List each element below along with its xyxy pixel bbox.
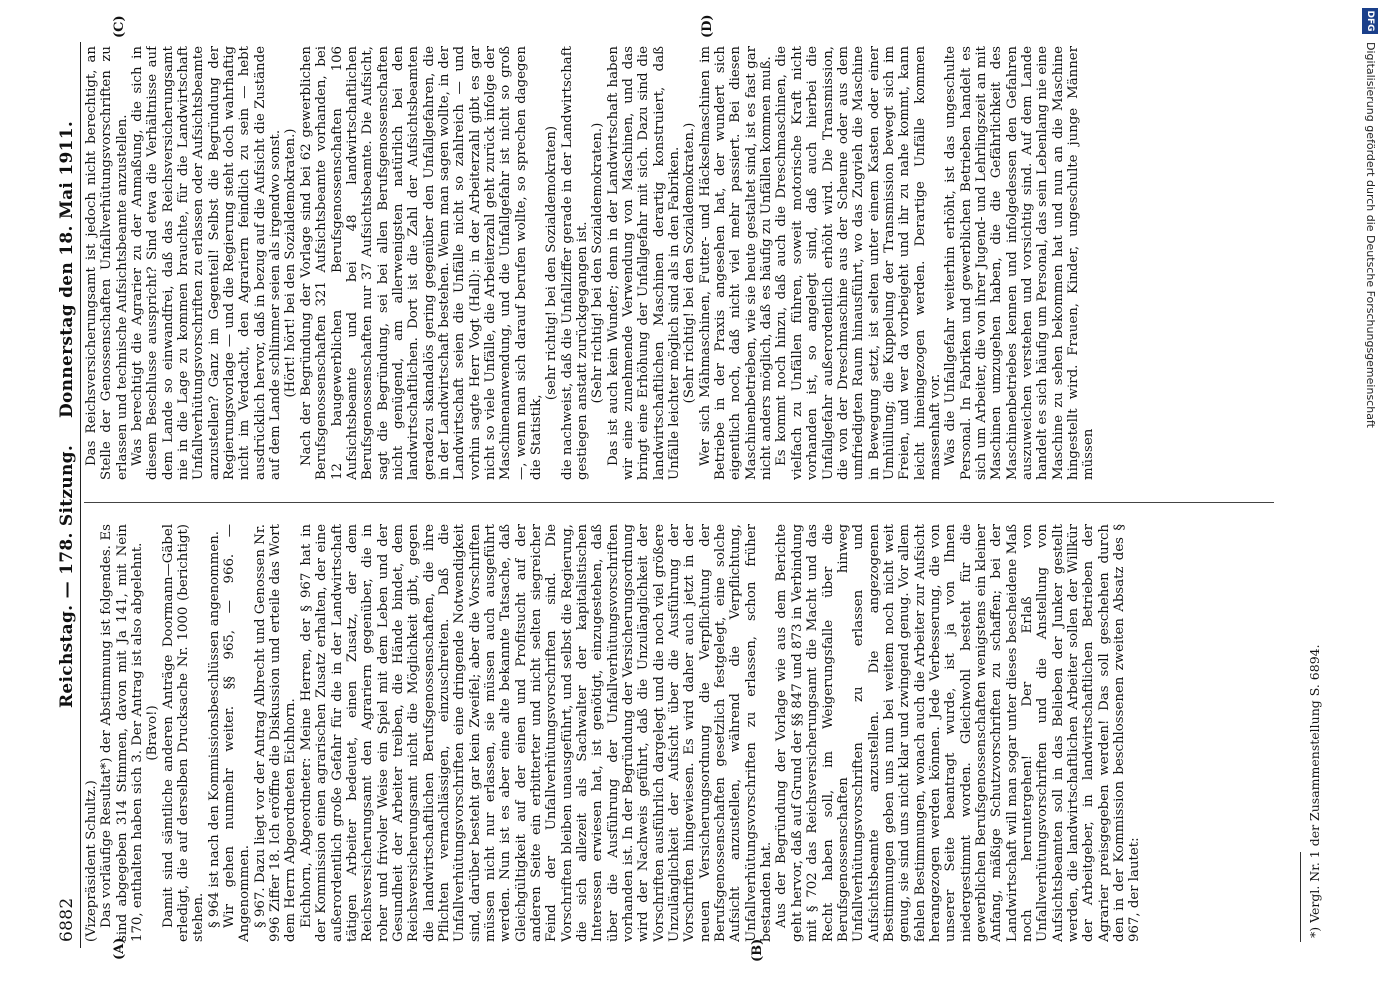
paragraph: Es kommt noch hinzu, daß auch die Dreschmaschinen, die vielfach zu Unfällen führen, soweit motorische Kraft nicht vorhanden ist, so angelegt sind, daß auch hierbei die Unfallgefahr außerordentlich erhöht wird. Die Transmission, die von der Dreschmaschine aus der Scheune oder aus dem umfriedigten Raum hinausführt, wo das Zugvieh die Maschine in Bewegung setzt, ist selten unter einem Kasten oder einer Umhüllung; die Kuppelung der Transmission bewegt sich im Freien, und wer da vorbeigeht und ihr zu nahe kommt, kann leicht hineingezogen werden. Derartige Unfälle kommen massenhaft vor. bbox=[774, 46, 943, 480]
interjection: (Hört! hört! bei den Sozialdemokraten.) bbox=[283, 128, 299, 398]
interjection: (Bravo!) bbox=[145, 705, 161, 761]
paragraph: § 964 ist nach den Kommissionsbeschlüssen angenommen. bbox=[206, 530, 222, 928]
interjection: (sehr richtig! bei den Sozialdemokraten) bbox=[544, 125, 560, 401]
margin-marker-d: (D) bbox=[700, 14, 715, 38]
interjection: (Sehr richtig! bei den Sozialdemokraten.) bbox=[590, 122, 606, 404]
paragraph: Das vorläufige Resultat*) der Abstimmung ist folgendes. Es sind abgegeben 314 Stimmen, davon mit Ja 141, mit Nein 170, enthalten haben sich 3. Der Antrag ist also abgelehnt. bbox=[99, 524, 146, 942]
paragraph: Aus der Begründung der Vorlage wie aus dem Berichte geht hervor, daß auf Grund der §§ 847 und 873 in Verbindung mit § 702 das Reichsversicherungsamt die Macht und das Recht haben soll, im Weigerungsfalle über die Berufsgenossenschaften hinweg Unfallverhütungsvorschriften zu erlassen und Aufsichtsbeamte anzustellen. Die angezogenen Bestimmungen geben uns nun bei weitem noch nicht weit genug, sie sind uns nicht klar und zwingend genug. Vor allem fehlen Bestimmungen, wonach auch die Arbeiter zur Aufsicht herangezogen werden können. Jede Verbesserung, die von unserer Seite beantragt wurde, ist ja von Ihnen niedergestimmt worden. Gleichwohl besteht für die gewerblichen Berufsgenossenschaften wenigstens ein kleiner Anfang, mäßige Schutzvorschriften zu schaffen; bei der Landwirtschaft will man sogar unter dieses bescheidene Maß noch heruntergehen! Der Erlaß von Unfallverhütungsvorschriften und die Anstellung von Aufsichtsbeamten soll in das Belieben der Junker gestellt werden, die landwirtschaftlichen Arbeiter sollen der Willkür der Arbeitgeber, in landwirtschaftlichen Betrieben der Agrarier preisgegeben werden! Das soll geschehen durch den in der Kommission beschlossenen zweiten Absatz des § 967, der lautet: bbox=[774, 524, 1143, 942]
right-column bbox=[84, 46, 1289, 480]
page-header bbox=[57, 42, 79, 948]
paragraph: (Vizepräsident Schultz.) bbox=[84, 780, 99, 942]
footnote: *) Vergl. Nr. 1 der Zusammenstellung S. 6894. bbox=[1307, 644, 1322, 938]
paragraph: Das ist auch kein Wunder; denn in der Landwirtschaft haben wir eine zunehmende Verwendung von Maschinen, und das bringt eine Erhöhung der Unfallgefahr mit sich. Dazu sind die landwirtschaftlichen Maschinen derartig konstruiert, daß Unfälle leichter möglich sind als in den Fabriken. bbox=[605, 46, 683, 480]
paragraph: Eichhorn, Abgeordneter: Meine Herren, der § 967 hat in der Kommission einen agrarischen Zusatz erhalten, der eine außerordentlich große Gefahr für die in der Landwirtschaft tätigen Arbeiter bedeutet, einen Zusatz, der dem Reichsversicherungsamt den Agrariern gegenüber, die in roher und frivoler Weise ein Spiel mit dem Leben und der Gesundheit der Arbeiter treiben, die Hände bindet, dem Reichsversicherungsamt nicht die Möglichkeit gibt, gegen die landwirtschaftlichen Berufsgenossenschaften, die ihre Pflichten vernachlässigen, einzuschreiten. Daß die Unfallverhütungsvorschriften eine dringende Notwendigkeit sind, darüber besteht gar kein Zweifel; aber die Vorschriften müssen nicht nur erlassen, sie müssen auch ausgeführt werden. Nun ist es aber eine alte bekannte Tatsache, daß Gleichgültigkeit auf der einen und Profitsucht auf der anderen Seite ein erbitterter und nicht selten siegreicher Feind der Unfallverhütungsvorschriften sind. Die Vorschriften bleiben unausgeführt, und selbst die Regierung, die sich allezeit als Sachwalter der kapitalistischen Interessen erwiesen hat, ist genötigt, einzugestehen, daß über die Ausführung der Unfallverhütungsvorschriften vorhanden ist. In der Begründung der Versicherungsordnung wird der Nachweis geführt, daß die Unzulänglichkeit der Vorschriften ausführlich dargelegt und die noch viel größere Unzulänglichkeit der Aufsicht über die Ausführung der Vorschriften hingewiesen. Es wird daher auch jetzt in der neuen Versicherungsordnung die Verpflichtung der Berufsgenossenschaften gesetzlich festgelegt, eine solche Aufsicht anzustellen, während die Verpflichtung, Unfallverhütungsvorschriften zu erlassen, schon früher bestanden hat. bbox=[298, 524, 775, 942]
digitization-credit bbox=[1360, 8, 1380, 993]
column-divider bbox=[84, 502, 1274, 503]
header-left-title: Reichstag. — 178. Sitzung. bbox=[57, 444, 77, 708]
paragraph: Damit sind sämtliche anderen Anträge Doormann—Gäbel erledigt, die auf derselben Drucksache Nr. 1000 (berichtigt) stehen. bbox=[160, 524, 207, 942]
margin-marker-a: (A) bbox=[112, 937, 127, 960]
page-number: 6882 bbox=[57, 897, 77, 942]
paragraph: Wir gehen nunmehr weiter. §§ 965, — 966. — Angenommen. bbox=[222, 524, 253, 942]
paragraph: § 967. Dazu liegt vor der Antrag Albrecht und Genossen Nr. 996 Ziffer 18. Ich eröffne die Diskussion und erteile das Wort dem Herrn Abgeordneten Eichhorn. bbox=[252, 524, 299, 942]
interjection: (Sehr richtig! bei den Sozialdemokraten.) bbox=[682, 122, 698, 404]
paragraph: die nachweist, daß die Unfallziffer gerade in der Landwirtschaft gestiegen anstatt zurückgegangen ist. bbox=[559, 46, 590, 480]
margin-marker-b: (B) bbox=[750, 938, 765, 962]
paragraph: Nach der Begründung der Vorlage sind bei 62 gewerblichen Berufsgenossenschaften 321 Aufsichtsbeamte vorhanden, bei 12 baugewerblichen Berufsgenossenschaften 106 Aufsichtsbeamte und bei 48 landwirtschaftlichen Berufsgenossenschaften nur 37 Aufsichtsbeamte. Die Aufsicht, sagt die Begründung, sei bei allen Berufsgenossenschaften nicht genügend, am allerwenigsten natürlich bei den landwirtschaftlichen. Dort ist die Zahl der Aufsichtsbeamten geradezu skandalös gering gegenüber den Unfallgefahren, die in der Landwirtschaft bestehen. Wenn man sagen wollte, in der Landwirtschaft seien die Unfälle nicht so zahlreich — und vorhin sagte Herr Vogt (Hall): in der Arbeiterzahl gibt es gar nicht so viele Unfälle, die Arbeiterzahl geht zurück infolge der Maschinenanwendung, und die Unfallgefahr ist nicht so groß —, wenn man sich darauf berufen wollte, so sprechen dagegen die Statistik, bbox=[298, 46, 544, 480]
paragraph: Was berechtigt die Agrarier zu der Anmaßung, die sich in diesem Beschlusse ausspricht? Sind etwa die Verhältnisse auf dem Lande so einwandfrei, daß das Reichsversicherungsamt nie in die Lage zu kommen brauchte, für die Landwirtschaft Unfallverhütungsvorschriften zu erlassen oder Aufsichtsbeamte anzustellen? Ganz im Gegenteil! Selbst die Begründung der Regierungsvorlage — und die Regierung steht doch wahrhaftig nicht im Verdacht, den Agrariern feindlich zu sein — hebt ausdrücklich hervor, daß in bezug auf die Aufsicht die Zustände auf dem Lande schlimmer seien als irgendwo sonst. bbox=[130, 46, 284, 480]
dfg-logo-icon: DFG bbox=[1362, 8, 1378, 34]
footnote-rule bbox=[1300, 852, 1301, 942]
left-column bbox=[84, 524, 1289, 942]
digitization-credit-text: Digitalisierung gefördert durch die Deutsche Forschungsgemeinschaft bbox=[1364, 42, 1377, 428]
paragraph: Wer sich Mähmaschinen, Futter- und Häckselmaschinen im Betriebe in der Praxis angesehen hat, der wundert sich eigentlich noch, daß nicht viel mehr passiert. Bei diesen Maschinenbetrieben, wie sie heute gestaltet sind, ist es fast gar nicht anders möglich, daß es häufig zu Unfällen kommen muß. bbox=[697, 46, 775, 480]
paragraph: Das Reichsversicherungsamt ist jedoch nicht berechtigt, an Stelle der Genossenschaften Unfallverhütungsvorschriften zu erlassen und technische Aufsichtsbeamte anzustellen. bbox=[84, 46, 130, 480]
header-right-title: Donnerstag den 18. Mai 1911. bbox=[57, 120, 77, 418]
margin-marker-c: (C) bbox=[112, 15, 127, 38]
paragraph: Was die Unfallgefahr weiterhin erhöht, ist das ungeschulte Personal. In Fabriken und gewerblichen Betrieben handelt es sich um Arbeiter, die von ihrer Jugend- und Lehrlingszeit an mit Maschinen umzugehen haben, die die Gefährlichkeit des Maschinenbetriebes kennen und infolgedessen den Gefahren auszuweichen verstehen und vorsichtig sind. Auf dem Lande handelt es sich häufig um Personal, das sein Lebenlang nie eine Maschine zu sehen bekommen hat und nun an die Maschine hingestellt wird. Frauen, Kinder, ungeschulte junge Männer müssen bbox=[943, 46, 1097, 480]
header-rule bbox=[80, 42, 81, 948]
